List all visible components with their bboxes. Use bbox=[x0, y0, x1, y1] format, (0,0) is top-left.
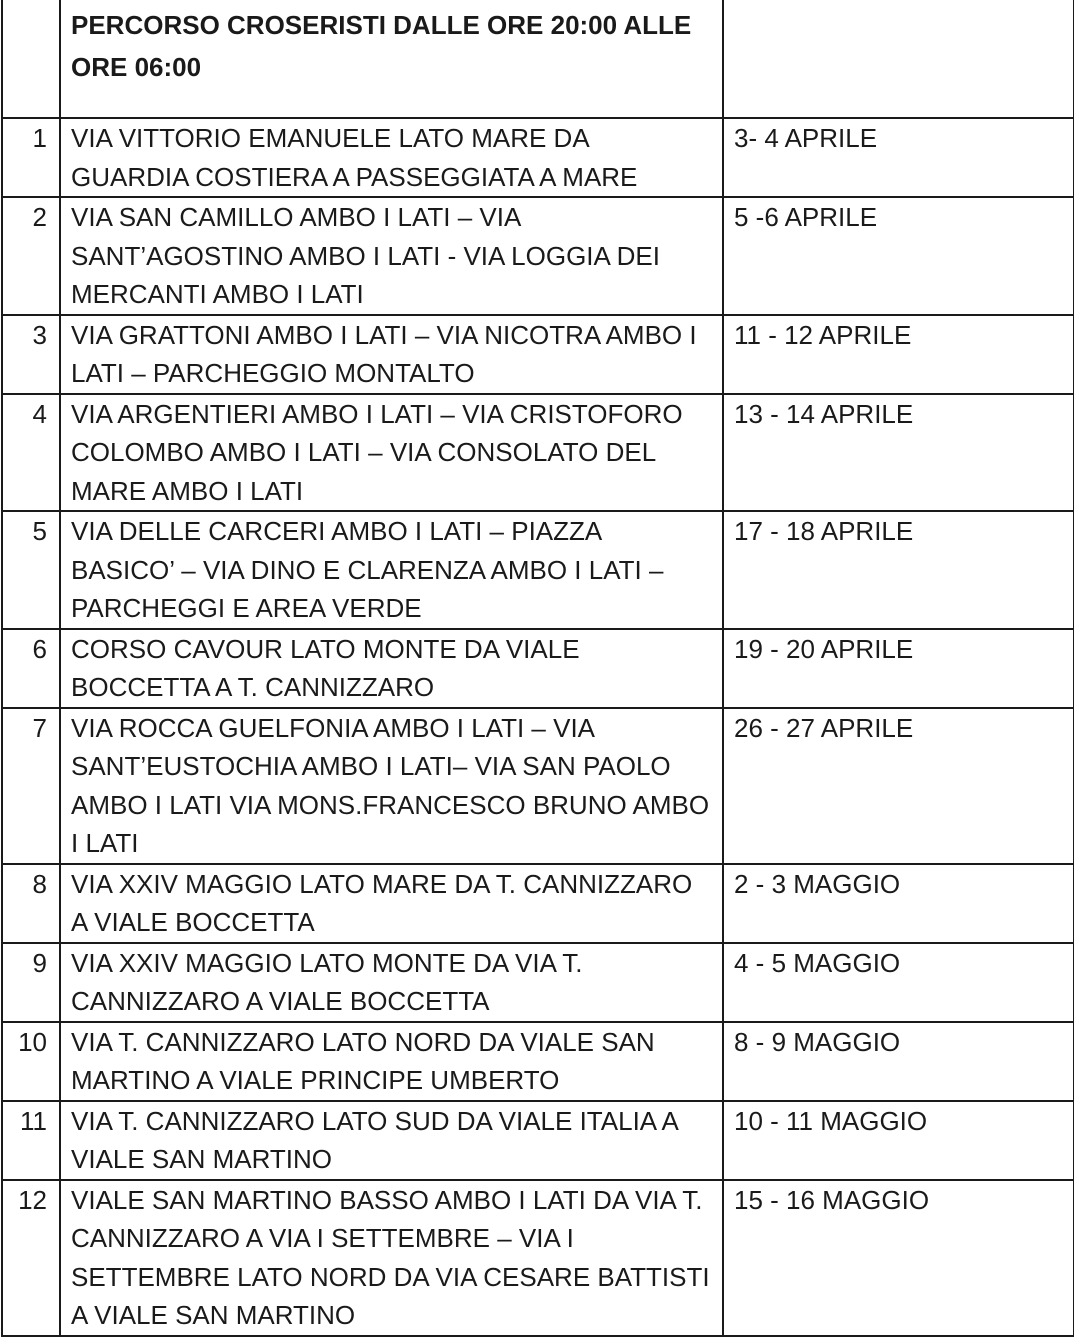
row-route: VIA T. CANNIZZARO LATO NORD DA VIALE SAN MARTINO A VIALE PRINCIPE UMBERTO bbox=[60, 1022, 723, 1101]
table-row bbox=[2, 864, 1074, 943]
table-row bbox=[2, 394, 1074, 512]
row-route: VIA XXIV MAGGIO LATO MONTE DA VIA T. CANNIZZARO A VIALE BOCCETTA bbox=[60, 943, 723, 1022]
table-row bbox=[2, 1101, 1074, 1180]
row-route: VIA DELLE CARCERI AMBO I LATI – PIAZZA BASICO’ – VIA DINO E CLARENZA AMBO I LATI – PARCHEGGI E AREA VERDE bbox=[60, 511, 723, 629]
header-date-cell bbox=[723, 0, 1074, 118]
table-row bbox=[2, 1022, 1074, 1101]
row-number: 12 bbox=[2, 1180, 60, 1336]
row-number: 2 bbox=[2, 197, 60, 315]
row-route: VIA T. CANNIZZARO LATO SUD DA VIALE ITALIA A VIALE SAN MARTINO bbox=[60, 1101, 723, 1180]
row-route: VIA ARGENTIERI AMBO I LATI – VIA CRISTOFORO COLOMBO AMBO I LATI – VIA CONSOLATO DEL MARE AMBO I LATI bbox=[60, 394, 723, 512]
row-number: 9 bbox=[2, 943, 60, 1022]
row-number: 6 bbox=[2, 629, 60, 708]
row-number: 7 bbox=[2, 708, 60, 864]
row-dates: 8 - 9 MAGGIO bbox=[723, 1022, 1074, 1101]
table-row bbox=[2, 511, 1074, 629]
row-dates: 3- 4 APRILE bbox=[723, 118, 1074, 197]
row-dates: 5 -6 APRILE bbox=[723, 197, 1074, 315]
row-route: VIA GRATTONI AMBO I LATI – VIA NICOTRA AMBO I LATI – PARCHEGGIO MONTALTO bbox=[60, 315, 723, 394]
row-route: VIA VITTORIO EMANUELE LATO MARE DA GUARDIA COSTIERA A PASSEGGIATA A MARE bbox=[60, 118, 723, 197]
table-row bbox=[2, 943, 1074, 1022]
row-dates: 2 - 3 MAGGIO bbox=[723, 864, 1074, 943]
row-dates: 17 - 18 APRILE bbox=[723, 511, 1074, 629]
table-row bbox=[2, 315, 1074, 394]
row-dates: 13 - 14 APRILE bbox=[723, 394, 1074, 512]
row-dates: 10 - 11 MAGGIO bbox=[723, 1101, 1074, 1180]
header-number-cell bbox=[2, 0, 60, 118]
row-number: 8 bbox=[2, 864, 60, 943]
row-number: 10 bbox=[2, 1022, 60, 1101]
row-number: 1 bbox=[2, 118, 60, 197]
table-title: PERCORSO CROSERISTI DALLE ORE 20:00 ALLE ORE 06:00 bbox=[60, 0, 723, 118]
route-schedule-table bbox=[1, 0, 1074, 1337]
table-row bbox=[2, 197, 1074, 315]
table-row bbox=[2, 118, 1074, 197]
row-route: VIALE SAN MARTINO BASSO AMBO I LATI DA VIA T. CANNIZZARO A VIA I SETTEMBRE – VIA I SETTEMBRE LATO NORD DA VIA CESARE BATTISTI A VIALE SAN MARTINO bbox=[60, 1180, 723, 1336]
table-row bbox=[2, 629, 1074, 708]
row-number: 11 bbox=[2, 1101, 60, 1180]
row-dates: 19 - 20 APRILE bbox=[723, 629, 1074, 708]
row-dates: 4 - 5 MAGGIO bbox=[723, 943, 1074, 1022]
row-number: 3 bbox=[2, 315, 60, 394]
row-number: 5 bbox=[2, 511, 60, 629]
table-row bbox=[2, 1180, 1074, 1336]
row-route: CORSO CAVOUR LATO MONTE DA VIALE BOCCETTA A T. CANNIZZARO bbox=[60, 629, 723, 708]
row-dates: 11 - 12 APRILE bbox=[723, 315, 1074, 394]
table-header-row bbox=[2, 0, 1074, 118]
table-row bbox=[2, 708, 1074, 864]
row-dates: 26 - 27 APRILE bbox=[723, 708, 1074, 864]
row-route: VIA XXIV MAGGIO LATO MARE DA T. CANNIZZARO A VIALE BOCCETTA bbox=[60, 864, 723, 943]
row-route: VIA ROCCA GUELFONIA AMBO I LATI – VIA SANT’EUSTOCHIA AMBO I LATI– VIA SAN PAOLO AMBO I LATI VIA MONS.FRANCESCO BRUNO AMBO I LATI bbox=[60, 708, 723, 864]
row-number: 4 bbox=[2, 394, 60, 512]
row-route: VIA SAN CAMILLO AMBO I LATI – VIA SANT’AGOSTINO AMBO I LATI - VIA LOGGIA DEI MERCANTI AMBO I LATI bbox=[60, 197, 723, 315]
row-dates: 15 - 16 MAGGIO bbox=[723, 1180, 1074, 1336]
